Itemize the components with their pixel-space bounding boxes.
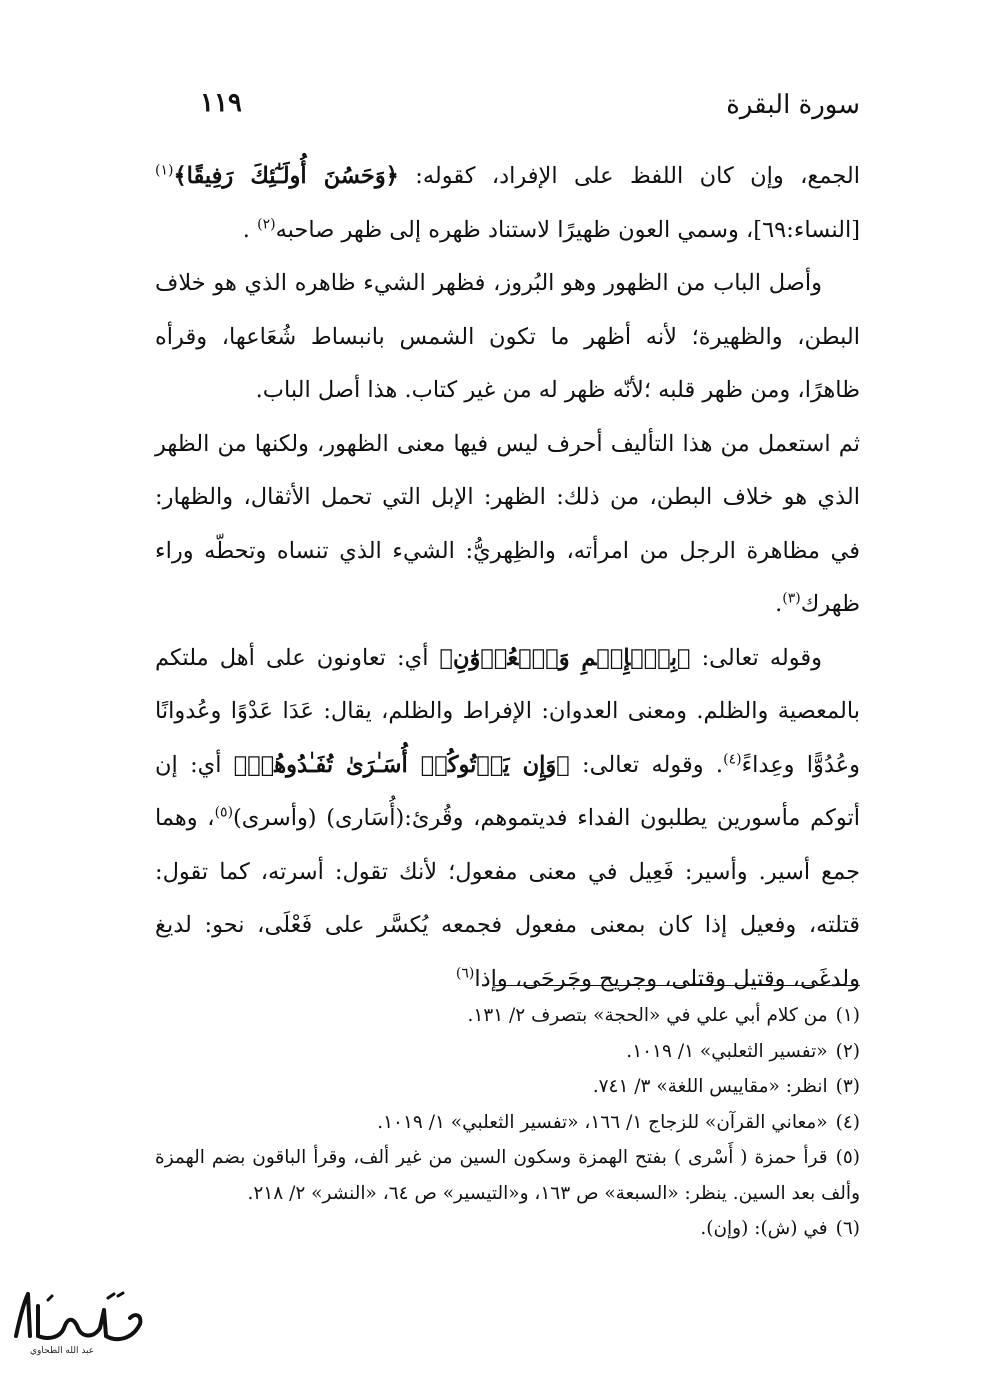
footnote-number: (٣): [835, 1076, 860, 1097]
footnote-item: (٣)انظر: «مقاييس اللغة» ٣/ ٧٤١.: [592, 1076, 860, 1097]
footnote-item: (١)من كلام أبي علي في «الحجة» بتصرف ٢/ ١٣١.: [467, 1005, 860, 1026]
footnote-number: (٥): [835, 1147, 860, 1168]
calligraphy-logo: [8, 1288, 148, 1348]
surah-title: سورة البقرة: [726, 90, 860, 120]
paragraph-3: وقوله تعالى: ﴿بِٱلۡإِثۡمِ وَٱلۡعُدۡوَٰنِ﴾ أي: تعاونون على أهل ملتكم بالمعصية والظلم. ومعنى العدوان: الإفراط والظلم، يقال: عَدَا عَدْوًا وعُدوانًا وعُدُوًّا وعِداءً$^{(٤)}$. وقوله تعالى: ﴿وَإِن يَأۡتُوكُمۡ أُسَـٰرَىٰ تُفَـٰدُوهُمۡ﴾ أي: إن أتوكم مأسورين يطلبون الفداء فديتموهم، وقُرئ:(أُسَارى) (وأسرى)$^{(٥)}$، وهما جمع أسير. وأسير: فَعِيل في معنى مفعول؛ لأنك تقول: أسرته، كما تقول: قتلته، وفعيل إذا كان بمعنى مفعول فجمعه يُكسَّر على فَعْلَى، نحو: لديغ ولدغَى، وقتيل وقتلى، وجريح وجَرحَى، وإذا$^{(٦)}$: [155, 644, 861, 992]
paragraph-2b: ثم استعمل من هذا التأليف أحرف ليس فيها معنى الظهور، ولكنها من الظهر الذي هو خلاف البطن، من ذلك: الظهر: الإبل التي تحمل الأثقال، والظهار: في مظاهرة الرجل من امرأته، والظِهريُّ: الشيء الذي تنساه وتحطّه وراء ظهرك$^{(٣)}$.: [155, 430, 860, 617]
page-number: ١١٩: [200, 88, 242, 118]
footnote-number: (١): [835, 1005, 860, 1026]
footnote-item: (٥)قرأ حمزة ( أَسْرى ) بفتح الهمزة وسكون السين من غير ألف، وقرأ الباقون بضم الهمزة وألف بعد السين. ينظر: «السبعة» ص ١٦٣، و«التيسير» ص ٦٤، «النشر» ٢/ ٢١٨.: [155, 1147, 860, 1204]
footnote-number: (٢): [835, 1040, 860, 1062]
quran-verse: ﴿وَحَسُنَ أُولَـٰٓئِكَ رَفِيقًا﴾: [173, 163, 399, 189]
footnote-divider: [495, 985, 860, 986]
footnote-number: (٦): [835, 1218, 860, 1239]
footnote-item: (٢)«تفسير الثعلبي» ١/ ١٠١٩.: [626, 1040, 860, 1062]
footnote-ref[interactable]: (٥): [214, 804, 234, 821]
footnote-ref[interactable]: (٢): [257, 216, 276, 232]
paragraph-1: الجمع، وإن كان اللفظ على الإفراد، كقوله: ﴿وَحَسُنَ أُولَـٰٓئِكَ رَفِيقًا﴾$^{(١)}$ [النساء:٦٩]، وسمي العون ظهيرًا لاستناد ظهره إلى ظهر صاحبه$^{(٢)}$ .: [155, 162, 860, 243]
main-text: [155, 150, 860, 1006]
paragraph-2: وأصل الباب من الظهور وهو البُروز، فظهر الشيء ظاهره الذي هو خلاف البطن، والظهيرة؛ لأنه أظهر ما تكون الشمس بانبساط شُعَاعها، وقرأه ظاهرًا، ومن ظهر قلبه ؛لأنّه ظهر له من غير كتاب. هذا أصل الباب.: [155, 270, 860, 403]
logo-subtitle: عبد الله الطحاوي: [30, 1346, 95, 1356]
quran-verse: ﴿بِٱلۡإِثۡمِ وَٱلۡعُدۡوَٰنِ﴾: [439, 644, 691, 671]
footnote-number: (٤): [835, 1111, 860, 1133]
footnote-item: (٦)في (ش): (وإن).: [700, 1218, 860, 1239]
footnote-item: (٤)«معاني القرآن» للزجاج ١/ ١٦٦، «تفسير الثعلبي» ١/ ١٠١٩.: [377, 1111, 860, 1133]
footnote-ref[interactable]: (٦): [455, 965, 475, 981]
quran-verse: ﴿وَإِن يَأۡتُوكُمۡ أُسَـٰرَىٰ تُفَـٰدُوهُمۡ﴾: [233, 751, 570, 778]
footnote-ref[interactable]: (١): [155, 162, 174, 179]
footnotes: [155, 998, 860, 1247]
footnote-ref[interactable]: (٣): [782, 590, 801, 607]
footnote-ref[interactable]: (٤): [723, 751, 742, 767]
page-header: [160, 88, 860, 128]
